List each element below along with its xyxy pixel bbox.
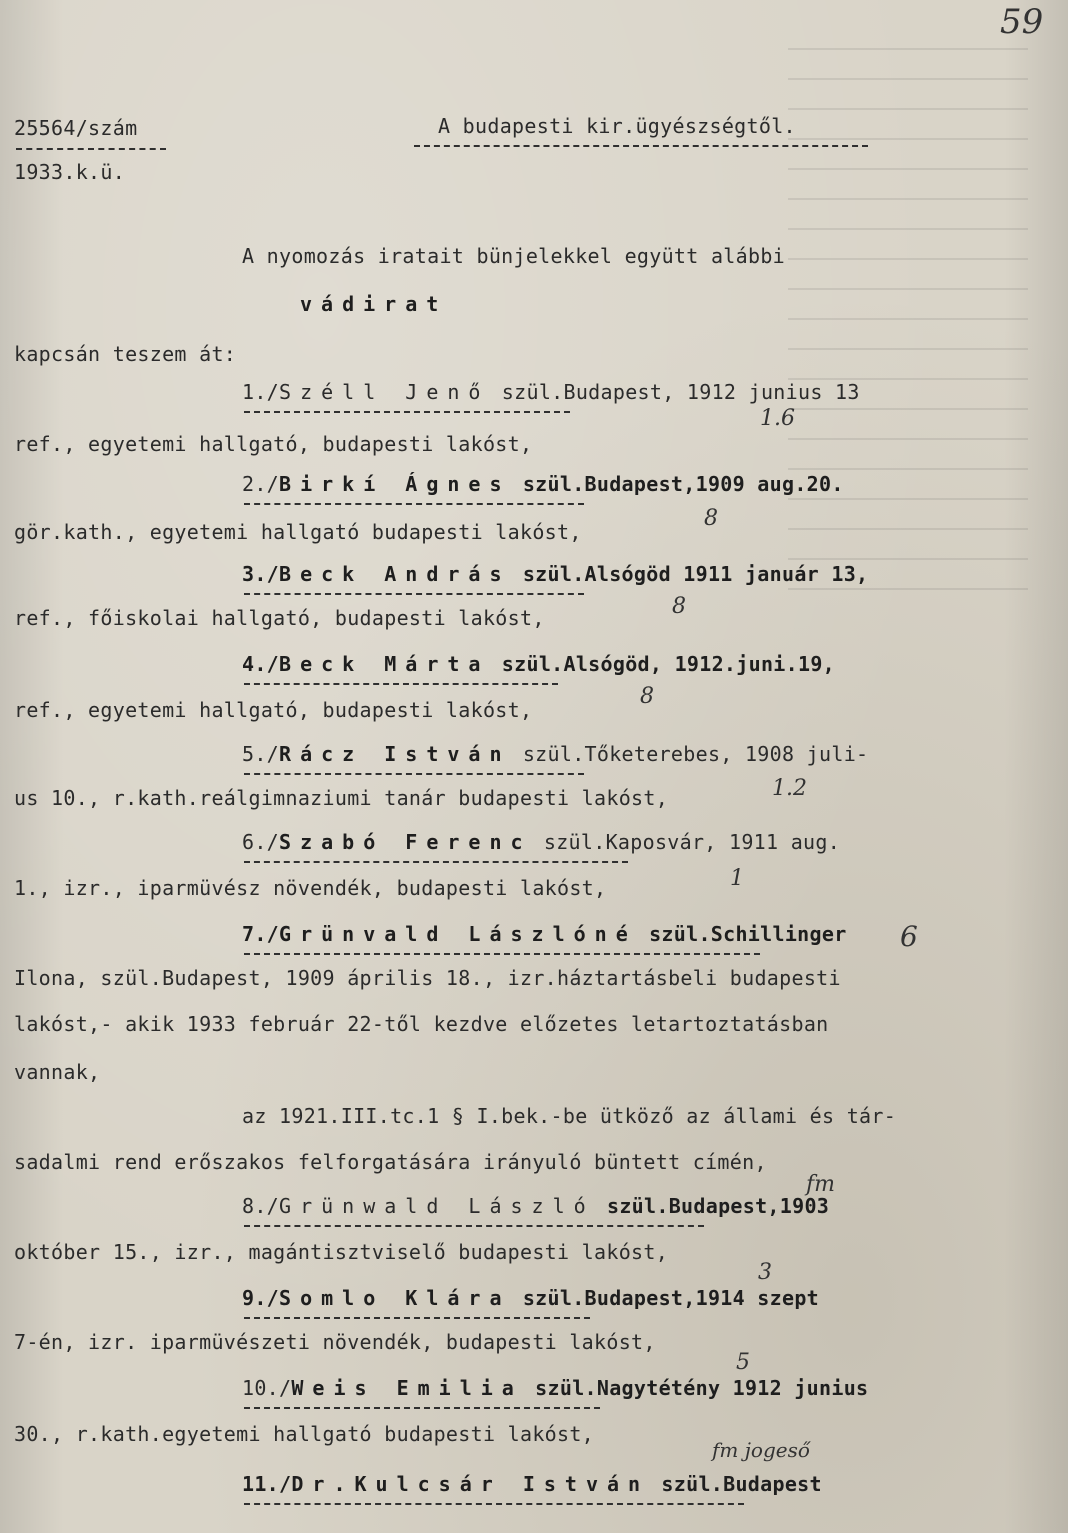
defendant-name: Beck András (279, 562, 511, 586)
defendant-birth: szül.Budapest (649, 1472, 822, 1496)
defendant-num: 1./ (242, 380, 280, 404)
document-type-title: vádirat (300, 292, 448, 316)
name-underline (244, 411, 570, 413)
defendant-7-details-3: vannak, (14, 1060, 101, 1084)
defendant-name: Weis Emilia (291, 1376, 523, 1400)
defendant-birth: szül.Budapest,1914 szept (510, 1286, 820, 1310)
margin-note: 1.2 (772, 776, 807, 801)
margin-note: fm jogeső (712, 1438, 810, 1462)
defendant-4-details: ref., egyetemi hallgató, budapesti lakóst, (14, 698, 533, 722)
defendant-name: Szabó Ferenc (279, 830, 532, 854)
name-underline (244, 683, 558, 685)
defendant-birth: szül.Tőketerebes, 1908 juli- (510, 742, 869, 766)
defendant-3-line (242, 562, 868, 586)
defendant-name: Rácz István (279, 742, 511, 766)
margin-note: 8 (704, 506, 718, 531)
defendant-1-details: ref., egyetemi hallgató, budapesti lakóst, (14, 432, 533, 456)
defendant-birth: szül.Nagytétény 1912 junius (522, 1376, 869, 1400)
margin-note: 3 (758, 1260, 772, 1285)
defendant-name: Grünvald Lászlóné (279, 922, 637, 946)
defendant-num: 11./ (242, 1472, 292, 1496)
margin-note: 8 (672, 594, 686, 619)
authority-title: A budapesti kir.ügyészségtől. (438, 114, 796, 138)
defendant-10-line (242, 1376, 868, 1400)
name-underline (244, 861, 628, 863)
defendant-1-line (242, 380, 860, 404)
defendant-name: Széll Jenő (279, 380, 490, 404)
name-underline (244, 1317, 590, 1319)
defendant-5-details: us 10., r.kath.reálgimnaziumi tanár budapesti lakóst, (14, 786, 669, 810)
charge-line-1: az 1921.III.tc.1 § I.bek.-be ütköző az állami és tár- (242, 1104, 897, 1128)
defendant-birth: szül.Alsógöd 1911 január 13, (510, 562, 869, 586)
defendant-num: 4./ (242, 652, 280, 676)
defendant-6-line (242, 830, 840, 854)
defendant-name: Dr.Kulcsár István (291, 1472, 650, 1496)
authority-underline (414, 145, 868, 147)
bleed-through-text (788, 30, 1028, 590)
defendant-birth: szül.Schillinger (636, 922, 847, 946)
margin-note: 5 (736, 1350, 750, 1375)
defendant-9-line (242, 1286, 819, 1310)
defendant-birth: szül.Budapest,1909 aug.20. (510, 472, 844, 496)
defendant-8-line (242, 1194, 829, 1218)
margin-note: 8 (640, 684, 654, 709)
defendant-num: 3./ (242, 562, 280, 586)
defendant-birth: szül.Budapest,1903 (594, 1194, 830, 1218)
defendant-name: Grünwald László (279, 1194, 595, 1218)
defendant-4-line (242, 652, 835, 676)
defendant-7-line (242, 922, 847, 946)
name-underline (244, 773, 584, 775)
name-underline (244, 1503, 744, 1505)
name-underline (244, 593, 584, 595)
margin-note: 1 (730, 866, 744, 891)
name-underline (244, 503, 584, 505)
defendant-birth: szül.Kaposvár, 1911 aug. (531, 830, 841, 854)
name-underline (244, 953, 760, 955)
defendant-num: 2./ (242, 472, 280, 496)
intro-line-1: A nyomozás iratait bünjelekkel együtt alábbi (242, 244, 786, 268)
defendant-num: 7./ (242, 922, 280, 946)
name-underline (244, 1407, 600, 1409)
defendant-2-details: gör.kath., egyetemi hallgató budapesti lakóst, (14, 520, 582, 544)
defendant-num: 5./ (242, 742, 280, 766)
year-ref: 1933.k.ü. (14, 160, 126, 184)
defendant-6-details: 1., izr., iparmüvész növendék, budapesti lakóst, (14, 876, 607, 900)
margin-note: 6 (900, 920, 918, 953)
defendant-num: 8./ (242, 1194, 280, 1218)
defendant-5-line (242, 742, 868, 766)
page-number: 59 (1000, 2, 1044, 42)
file-number: 25564/szám (14, 116, 138, 140)
intro-line-2: kapcsán teszem át: (14, 342, 237, 366)
file-number-underline (16, 148, 166, 150)
name-underline (244, 1225, 704, 1227)
defendant-8-details: október 15., izr., magántisztviselő budapesti lakóst, (14, 1240, 669, 1264)
defendant-11-line (242, 1472, 822, 1496)
defendant-2-line (242, 472, 844, 496)
charge-line-2: sadalmi rend erőszakos felforgatására irányuló büntett címén, (14, 1150, 767, 1174)
defendant-7-details: Ilona, szül.Budapest, 1909 április 18., izr.háztartásbeli budapesti (14, 966, 841, 990)
defendant-7-details-2: lakóst,- akik 1933 február 22-től kezdve előzetes letartoztatásban (14, 1012, 829, 1036)
margin-note: 1.6 (760, 406, 795, 431)
defendant-10-details: 30., r.kath.egyetemi hallgató budapesti lakóst, (14, 1422, 595, 1446)
defendant-3-details: ref., főiskolai hallgató, budapesti lakóst, (14, 606, 545, 630)
defendant-name: Birkí Ágnes (279, 472, 511, 496)
defendant-num: 10./ (242, 1376, 292, 1400)
defendant-9-details: 7-én, izr. iparmüvészeti növendék, budapesti lakóst, (14, 1330, 656, 1354)
defendant-name: Somlo Klára (279, 1286, 511, 1310)
defendant-num: 9./ (242, 1286, 280, 1310)
defendant-num: 6./ (242, 830, 280, 854)
defendant-name: Beck Márta (279, 652, 490, 676)
margin-note: fm (806, 1172, 836, 1197)
defendant-birth: szül.Budapest, 1912 junius 13 (489, 380, 860, 404)
defendant-birth: szül.Alsógöd, 1912.juni.19, (489, 652, 836, 676)
